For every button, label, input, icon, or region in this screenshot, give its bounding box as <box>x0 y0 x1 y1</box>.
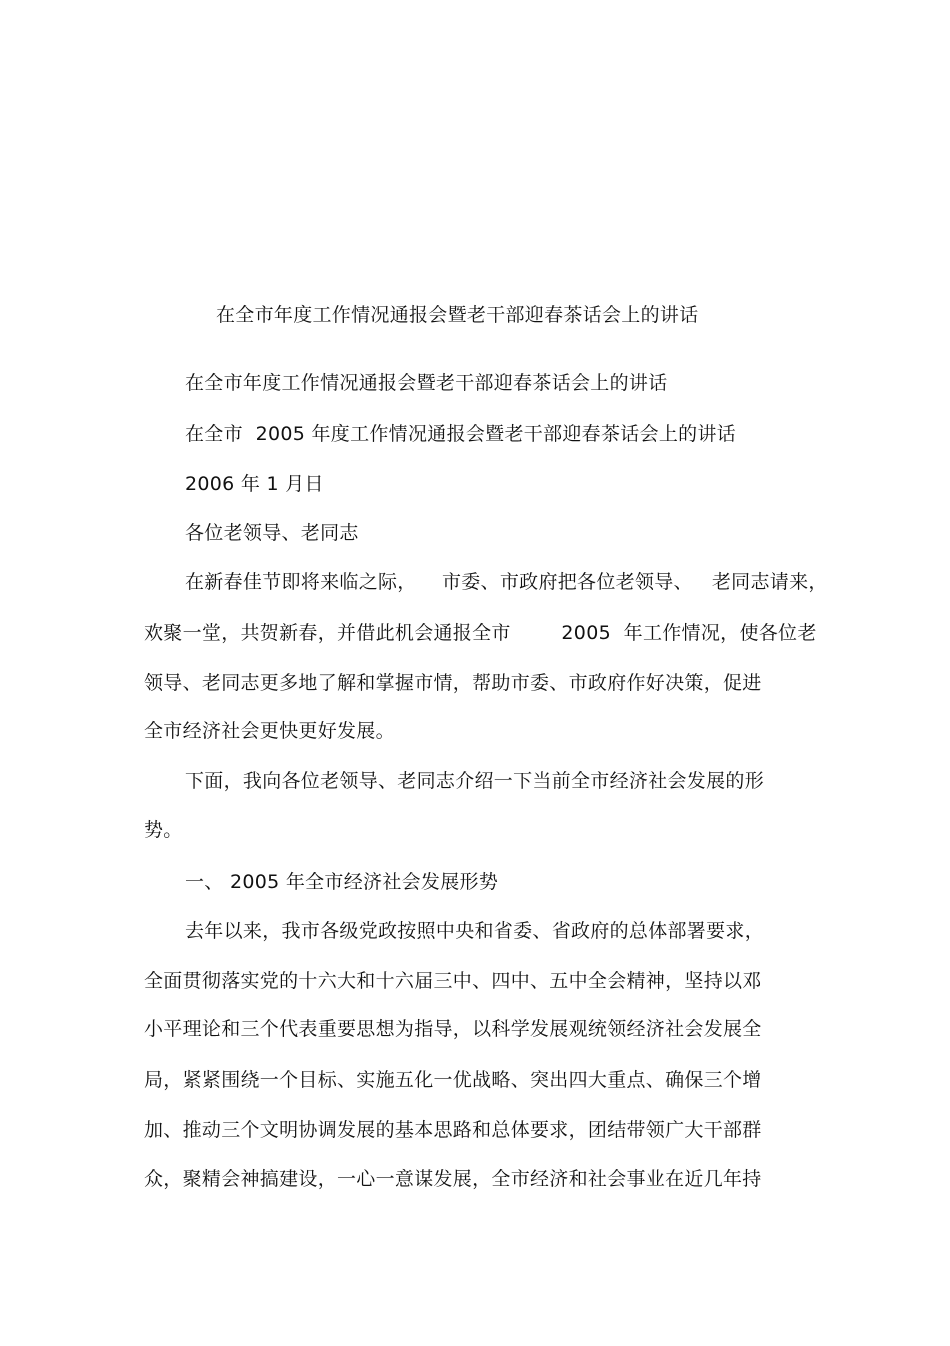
paragraph-line: 众，聚精会神搞建设，一心一意谋发展，全市经济和社会事业在近几年持 <box>144 1168 762 1190</box>
paragraph-line: 全市经济社会更快更好发展。 <box>144 720 395 742</box>
salutation-line: 各位老领导、老同志 <box>185 522 359 544</box>
subtitle-year-line: 在全市 2005 年度工作情况通报会暨老干部迎春茶话会上的讲话 <box>185 423 737 445</box>
paragraph-line: 下面，我向各位老领导、老同志介绍一下当前全市经济社会发展的形 <box>185 770 765 792</box>
section-heading: 一、 2005 年全市经济社会发展形势 <box>185 871 499 893</box>
subtitle-line: 在全市年度工作情况通报会暨老干部迎春茶话会上的讲话 <box>185 372 668 394</box>
paragraph-line: 欢聚一堂，共贺新春，并借此机会通报全市 2005 年工作情况，使各位老 <box>144 622 817 644</box>
paragraph-line: 去年以来，我市各级党政按照中央和省委、省政府的总体部署要求， <box>185 920 765 942</box>
paragraph-line: 在新春佳节即将来临之际， 市委、市政府把各位老领导、 老同志请来， <box>185 571 828 593</box>
paragraph-line: 领导、老同志更多地了解和掌握市情，帮助市委、市政府作好决策，促进 <box>144 672 762 694</box>
paragraph-line: 小平理论和三个代表重要思想为指导，以科学发展观统领经济社会发展全 <box>144 1018 762 1040</box>
paragraph-line: 局，紧紧围绕一个目标、实施五化一优战略、突出四大重点、确保三个增 <box>144 1069 762 1091</box>
paragraph-line: 加、推动三个文明协调发展的基本思路和总体要求，团结带领广大干部群 <box>144 1119 762 1141</box>
document-title: 在全市年度工作情况通报会暨老干部迎春茶话会上的讲话 <box>216 304 699 326</box>
paragraph-line: 势。 <box>144 819 183 841</box>
paragraph-line: 全面贯彻落实党的十六大和十六届三中、四中、五中全会精神，坚持以邓 <box>144 970 762 992</box>
date-line: 2006 年 1 月日 <box>185 473 324 495</box>
